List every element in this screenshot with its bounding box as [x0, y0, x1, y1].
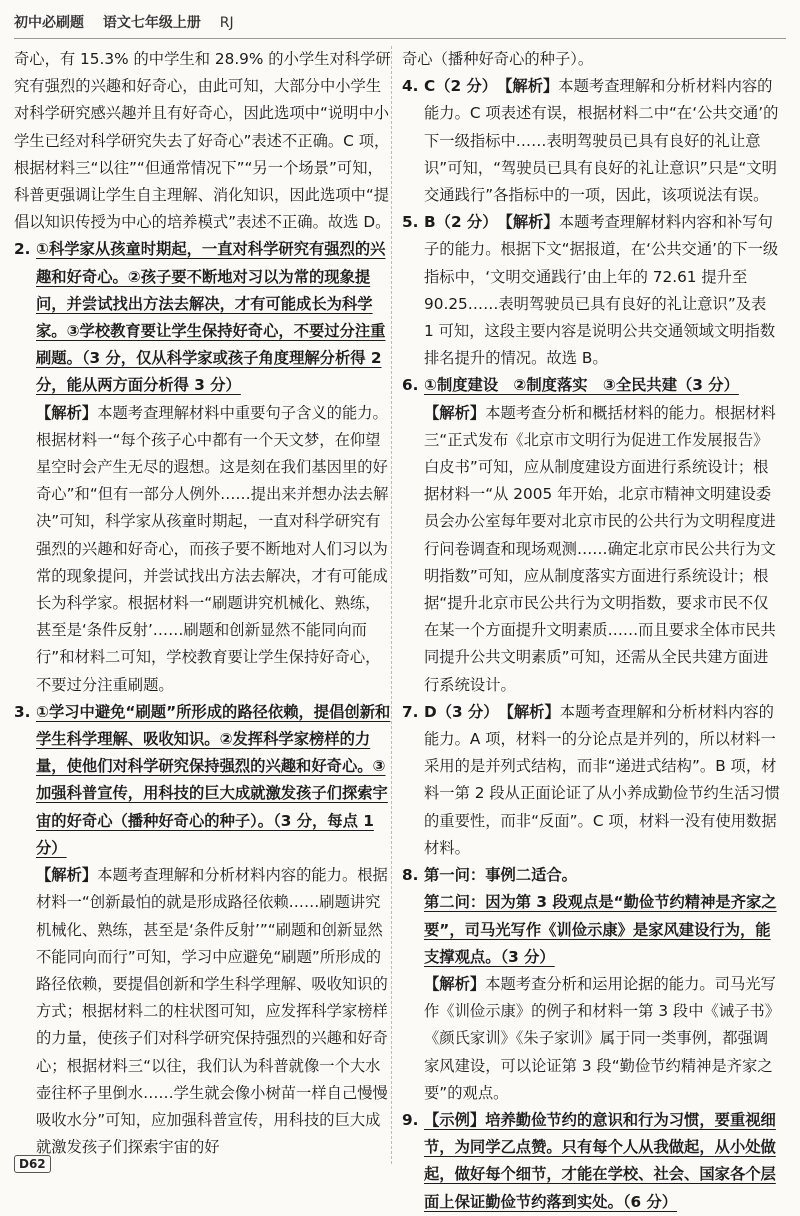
- item-number: 3.: [14, 702, 31, 721]
- analysis-text: 本题考查理解材料内容和补写句子的能力。根据下文“据报道，在‘公共交通’的下一级指标中，‘文明交通践行’由上年的 72.61 提升至 90.25……表明驾驶员已具有良好的礼让意识”及表 1 可知，这段主要内容是说明公共交通领域文明指数排名提升的情况。故选 B。: [424, 213, 779, 368]
- analysis-text: 本题考查理解材料中重要句子含义的能力。根据材料一“每个孩子心中都有一个天文梦，在仰望星空时会产生无尽的遐想。这是刻在我们基因里的好奇心”和“但有一部分人例外……提出来并想办法去解决”可知，科学家从孩童时期起，一直对科学研究有强烈的兴趣和好奇心，而孩子要不断地对人们习以为常的现象提问，并尝试找出方法去解决，才有可能成长为科学家。根据材料一“刷题讲究机械化、熟练，甚至是‘条件反射’……刷题和创新显然不能同向而行”和材料二可知，学校教育要让学生保持好奇心，不要过分注重刷题。: [36, 403, 389, 694]
- right-column: [402, 46, 780, 1216]
- left-column: [14, 46, 392, 1161]
- answer-item-2: [14, 236, 392, 698]
- answer-item-9: [402, 1107, 780, 1216]
- answer-line-2: 第二问：因为第 3 段观点是“勤俭节约精神是齐家之要”，司马光写作《训俭示康》是家风建设行为，能支撑观点。（3 分）: [424, 893, 777, 966]
- answer-item-4: [402, 73, 780, 209]
- analysis-text: 本题考查理解和分析材料内容的能力。A 项，材料一的分论点是并列的，所以材料一采用的是并列式结构，而非“递进式结构”。B 项，材料一第 2 段从正面论证了从小养成勤俭节约生活习惯的重要性，而非“反面”。C 项，材料一没有使用数据材料。: [424, 702, 780, 857]
- analysis-tag: 【解析】: [504, 77, 559, 96]
- answer-text: 【示例】培养勤俭节约的意识和行为习惯，要重视细节，为同学乙点赞。只有每个人从我做起，从小处做起，做好每个细节，才能在学校、社会、国家各个层面上保证勤俭节约落到实处。（6 分）: [424, 1110, 776, 1211]
- answer-item-8: [402, 862, 780, 1107]
- page-number: D62: [14, 1155, 51, 1173]
- item-number: 7.: [402, 702, 419, 721]
- answer-text: ①科学家从孩童时期起，一直对科学研究有强烈的兴趣和好奇心。②孩子要不断地对习以为常的现象提问，并尝试找出方法去解决，才有可能成长为科学家。③学校教育要让学生保持好奇心，不要过分注重刷题。（3 分，仅从科学家或孩子角度理解分析得 2 分，能从两方面分析得 3 分）: [36, 240, 386, 395]
- item-number: 2.: [14, 240, 31, 259]
- page-header: [14, 8, 786, 39]
- item-number: 5.: [402, 213, 419, 232]
- analysis-text: 本题考查理解和分析材料内容的能力。根据材料一“创新最怕的就是形成路径依赖……刷题讲究机械化、熟练，甚至是‘条件反射’”“刷题和创新显然不能同向而行”可知，学习中应避免“刷题”所形成的路径依赖，要提倡创新和学生科学理解、吸收知识的方式；根据材料二的柱状图可知，应发挥科学家榜样的力量，使孩子们对科学研究保持强烈的兴趣和好奇心；根据材料三“以往，我们认为科普就像一个大水壶往杯子里倒水……学生就会像小树苗一样自己慢慢吸收水分”可知，应加强科普宣传，用科技的巨大成就激发孩子们探索宇宙的好: [36, 866, 388, 1157]
- continued-text: 奇心，有 15.3% 的中学生和 28.9% 的小学生对科学研究有强烈的兴趣和好奇心，由此可知，大部分中小学生对科学研究感兴趣并且有好奇心，因此选项中“说明中小学生已经对科学研究失去了好奇心”表述不正确。C 项，根据材料三“以往”“但通常情况下”“另一个场景”可知，科普更强调让学生自主理解、消化知识，因此选项中“提倡以知识传授为中心的培养模式”表述不正确。故选 D。: [14, 50, 391, 232]
- book-subject: 语文七年级上册: [102, 15, 201, 31]
- analysis-tag: 【解析】: [424, 403, 486, 422]
- item-number: 6.: [402, 376, 419, 395]
- answer-item-7: [402, 699, 780, 862]
- item-number: 8.: [402, 866, 419, 885]
- analysis-tag: 【解析】: [506, 702, 560, 721]
- analysis-tag: 【解析】: [424, 974, 486, 993]
- answer-item-5: [402, 209, 780, 372]
- item-number: 4.: [402, 77, 419, 96]
- answer-text: ①学习中避免“刷题”所形成的路径依赖，提倡创新和学生科学理解、吸收知识。②发挥科学家榜样的力量，使他们对科学研究保持强烈的兴趣和好奇心。③加强科普宣传，用科技的巨大成就激发孩子们探索宇宙的好奇心（播种好奇心的种子）。（3 分，每点 1 分）: [36, 702, 391, 857]
- answer-line-1: 第一问：事例二适合。: [424, 866, 577, 885]
- answer-choice: C（2 分）: [424, 77, 490, 96]
- answer-item-3: [14, 699, 392, 1161]
- answer-text: ①制度建设 ②制度落实 ③全民共建（3 分）: [424, 376, 739, 395]
- continued-text: 奇心（播种好奇心的种子）。: [402, 50, 594, 68]
- analysis-text: 本题考查理解和分析材料内容的能力。C 项表述有误，根据材料二中“在‘公共交通’的下一级指标中……表明驾驶员已具有良好的礼让意识”可知，“驾驶员已具有良好的礼让意识”只是“文明交通践行”各指标中的一项，因此，该项说法有误。: [424, 77, 779, 205]
- book-series: 初中必刷题: [14, 15, 84, 31]
- analysis-tag: 【解析】: [36, 403, 98, 422]
- answer-item-6: [402, 372, 780, 698]
- answer-choice: D（3 分）: [424, 702, 491, 721]
- analysis-text: 本题考查分析和概括材料的能力。根据材料三“正式发布《北京市文明行为促进工作发展报告》白皮书”可知，应从制度建设方面进行系统设计；根据材料一“从 2005 年开始，北京市精神文明建设委员会办公室每年要对北京市民的公共行为文明程度进行问卷调查和现场观测……确定北京市民公共行为文明指数”可知，应从制度落实方面进行系统设计；根据“提升北京市民公共行为文明指数，要求市民不仅在某一个方面提升文明素质……而且要求全体市民共同提升公共文明素质”可知，还需从全民共建方面进行系统设计。: [424, 403, 776, 694]
- analysis-tag: 【解析】: [505, 213, 559, 232]
- analysis-tag: 【解析】: [36, 866, 98, 885]
- answer-choice: B（2 分）: [424, 213, 490, 232]
- book-edition: RJ: [219, 15, 234, 31]
- item-number: 9.: [402, 1110, 419, 1129]
- analysis-text: 本题考查分析和运用论据的能力。司马光写作《训俭示康》的例子和材料一第 3 段中《诫子书》《颜氏家训》《朱子家训》属于同一类事例，都强调家风建设，可以论证第 3 段“勤俭节约精神是齐家之要”的观点。: [424, 974, 780, 1102]
